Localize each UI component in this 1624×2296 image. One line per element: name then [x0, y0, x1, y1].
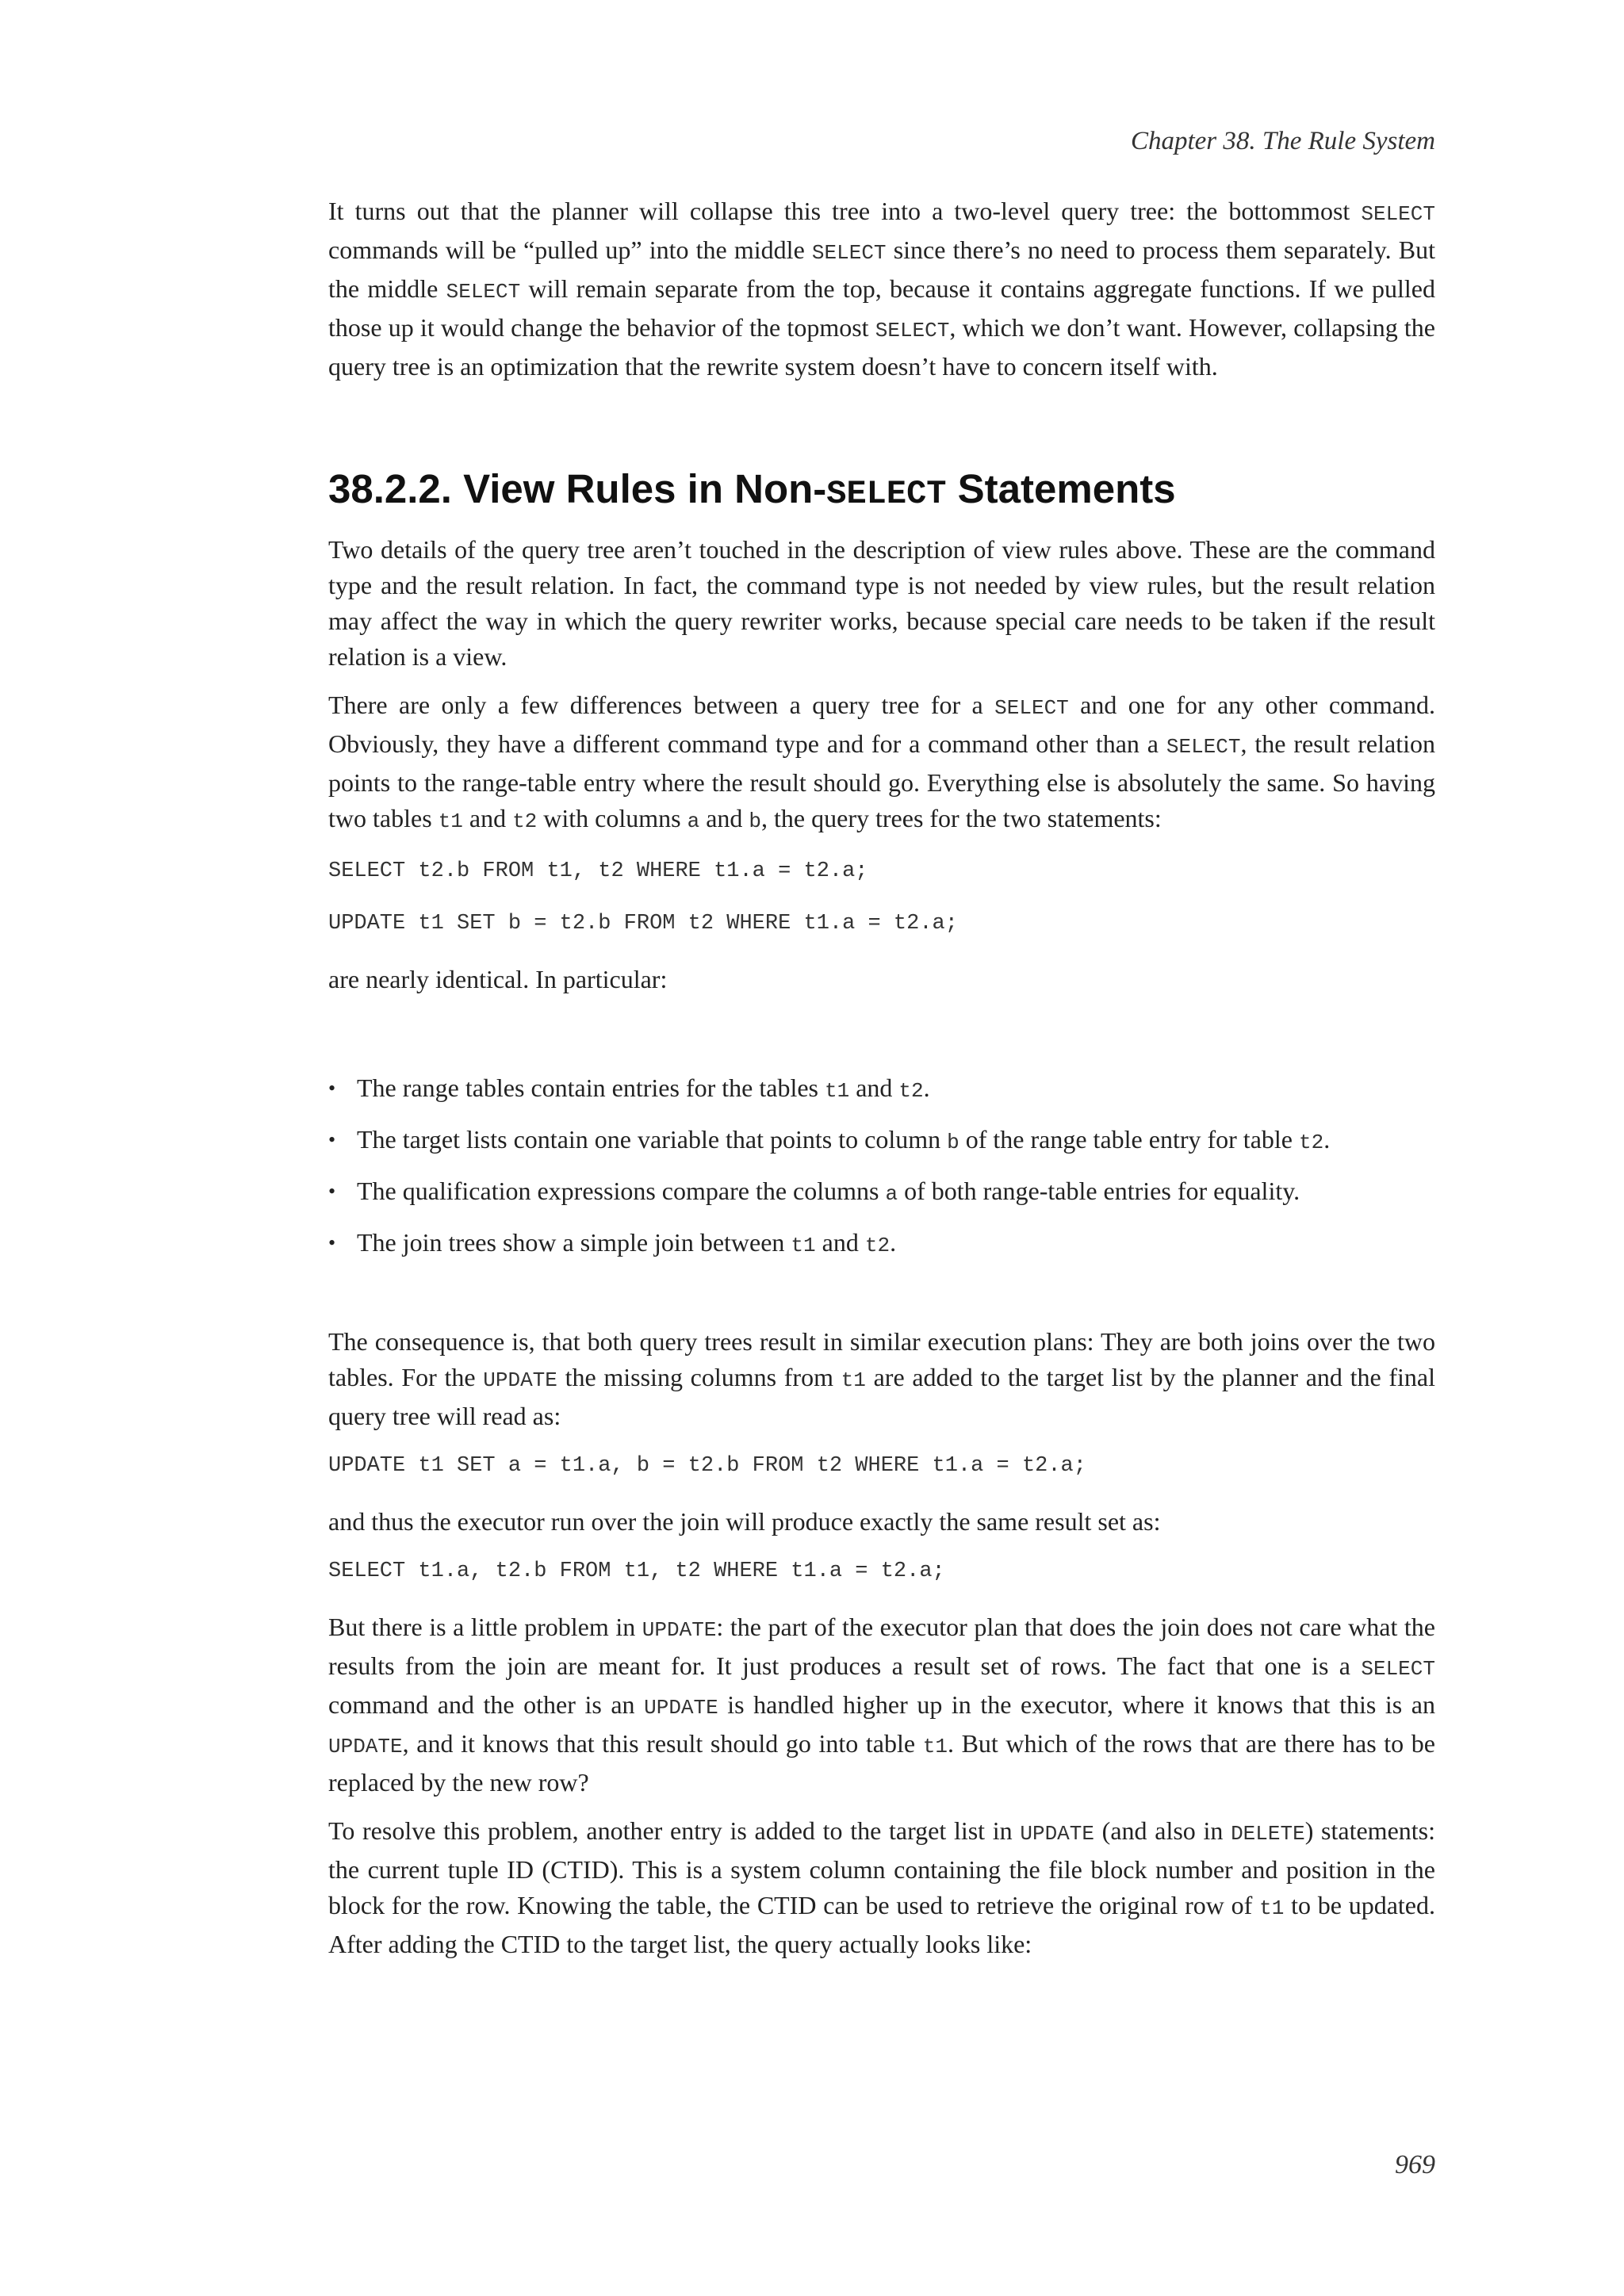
inline-code: DELETE	[1231, 1822, 1305, 1846]
section-heading	[328, 465, 1435, 518]
list-item	[328, 1173, 1435, 1212]
inline-code: SELECT	[1361, 1657, 1435, 1681]
text-run: , which we don’t want. However, collapsing the query tree is an optimization that the rewrite system doesn’t have to concern itself with.	[328, 313, 1436, 381]
paragraph-ctid	[328, 1813, 1435, 1962]
code-listing-equivalent-select: SELECT t1.a, t2.b FROM t1, t2 WHERE t1.a = t2.a;	[328, 1559, 945, 1583]
text-run: .	[890, 1228, 897, 1257]
paragraph-consequence	[328, 1324, 1435, 1434]
heading-code: SELECT	[826, 475, 947, 513]
bullet-marker: •	[328, 1128, 336, 1151]
text-run: The qualification expressions compare the columns	[357, 1177, 886, 1205]
inline-code: a	[687, 809, 700, 833]
text-run: , the query trees for the two statements:	[761, 804, 1162, 832]
text-run: , the result relation points to the range-table entry where the result should go. Everything else is absolutely the same. So having two tables	[328, 729, 1436, 832]
inline-code: t1	[1259, 1896, 1285, 1920]
text-run: ) statements: the current tuple ID (CTID). This is a system column containing the file block number and position in the block for the row. Knowing the table, the CTID can be used to retrieve the original row of	[328, 1816, 1436, 1919]
inline-code: t1	[841, 1368, 866, 1392]
inline-code: a	[885, 1182, 898, 1206]
inline-code: SELECT	[1166, 735, 1241, 759]
text-run: . But which of the rows that are there has to be replaced by the new row?	[328, 1729, 1436, 1797]
inline-code: UPDATE	[483, 1368, 557, 1392]
bullet-list	[328, 1070, 1435, 1264]
inline-code: b	[749, 809, 762, 833]
paragraph-differences	[328, 687, 1435, 840]
inline-code: SELECT	[446, 280, 521, 304]
text-run: The range tables contain entries for the tables	[357, 1073, 825, 1102]
text-run: To resolve this problem, another entry is added to the target list in	[328, 1816, 1021, 1845]
bullet-marker: •	[328, 1077, 336, 1100]
inline-code: UPDATE	[328, 1735, 403, 1758]
text-run: commands will be “pulled up” into the middle	[328, 235, 812, 264]
text-run: to be updated. After adding the CTID to the target list, the query actually looks like:	[328, 1891, 1436, 1958]
text-run: since there’s no need to process them separately. But the middle	[328, 235, 1436, 303]
inline-code: b	[947, 1131, 959, 1154]
heading-text: 38.2.2. View Rules in Non-	[328, 466, 827, 511]
inline-code: t2	[1298, 1131, 1324, 1154]
inline-code: SELECT	[811, 241, 887, 265]
text-run: and	[462, 804, 513, 832]
text-run: are added to the target list by the planner and the final query tree will read as:	[328, 1363, 1436, 1430]
heading-text: Statements	[946, 466, 1176, 511]
text-run: It turns out that the planner will collapse this tree into a two-level query tree: the bottommost	[328, 197, 1362, 225]
bullet-marker: •	[328, 1231, 336, 1254]
paragraph-command-type: Two details of the query tree aren’t touched in the description of view rules above. These are the command type and the result relation. In fact, the command type is not needed by view rules, but the result relation may affect the way in which the query rewriter works, because special care needs to be taken if the result relation is a view.	[328, 535, 1435, 671]
running-header: Chapter 38. The Rule System	[1130, 127, 1435, 155]
paragraph-executor-run: and thus the executor run over the join will produce exactly the same result set as:	[328, 1507, 1161, 1536]
text-run: and	[699, 804, 749, 832]
inline-code: t2	[864, 1234, 891, 1257]
text-run: the missing columns from	[557, 1363, 841, 1391]
inline-code: t1	[922, 1735, 948, 1758]
list-item	[328, 1122, 1435, 1161]
inline-code: t1	[824, 1079, 850, 1103]
text-run: But there is a little problem in	[328, 1613, 642, 1641]
page-body	[328, 193, 1435, 1962]
text-run: of the range table entry for table	[959, 1125, 1299, 1154]
inline-code: t1	[791, 1234, 816, 1257]
text-run: of both range-table entries for equality.	[898, 1177, 1300, 1205]
text-run: with columns	[537, 804, 688, 832]
text-run: command and the other is an	[328, 1690, 645, 1719]
inline-code: t1	[438, 809, 463, 833]
inline-code: SELECT	[875, 319, 950, 342]
code-listing-update: UPDATE t1 SET b = t2.b FROM t2 WHERE t1.a = t2.a;	[328, 912, 958, 936]
bullet-marker: •	[328, 1180, 336, 1203]
text-run: , and it knows that this result should go into table	[402, 1729, 923, 1758]
inline-code: SELECT	[1361, 202, 1435, 226]
inline-code: t2	[898, 1079, 924, 1103]
page-number: 969	[1395, 2150, 1435, 2179]
list-item	[328, 1225, 1435, 1264]
text-run: and	[849, 1073, 899, 1102]
inline-code: UPDATE	[642, 1618, 717, 1642]
text-run: The consequence is, that both query trees result in similar execution plans: They are both joins over the two tables. For the	[328, 1327, 1435, 1391]
text-run: and one for any other command. Obviously, they have a different command type and for a command other than a	[328, 691, 1436, 758]
text-run: .	[923, 1073, 930, 1102]
paragraph-little-problem	[328, 1609, 1435, 1800]
inline-code: UPDATE	[644, 1696, 718, 1720]
text-run: and	[815, 1228, 865, 1257]
code-listing-final-update: UPDATE t1 SET a = t1.a, b = t2.b FROM t2 WHERE t1.a = t2.a;	[328, 1454, 1086, 1478]
text-run: will remain separate from the top, because it contains aggregate functions. If we pulled those up it would change the behavior of the topmost	[328, 274, 1436, 342]
document-page	[328, 0, 1435, 2296]
text-run: (and also in	[1094, 1816, 1231, 1845]
text-run: is handled higher up in the executor, where it knows that this is an	[718, 1690, 1436, 1719]
text-run: : the part of the executor plan that does the join does not care what the results from the join are meant for. It just produces a result set of rows. The fact that one is a	[328, 1613, 1436, 1680]
text-run: .	[1323, 1125, 1331, 1154]
text-run: There are only a few differences between a query tree for a	[328, 691, 995, 719]
inline-code: SELECT	[994, 696, 1069, 720]
text-run: The target lists contain one variable that points to column	[357, 1125, 948, 1154]
code-listing-select: SELECT t2.b FROM t1, t2 WHERE t1.a = t2.a;	[328, 859, 868, 883]
intro-paragraph	[328, 193, 1435, 385]
inline-code: t2	[512, 809, 538, 833]
text-run: The join trees show a simple join between	[357, 1228, 791, 1257]
inline-code: UPDATE	[1020, 1822, 1094, 1846]
list-item	[328, 1070, 1435, 1109]
paragraph-nearly-identical: are nearly identical. In particular:	[328, 965, 668, 993]
